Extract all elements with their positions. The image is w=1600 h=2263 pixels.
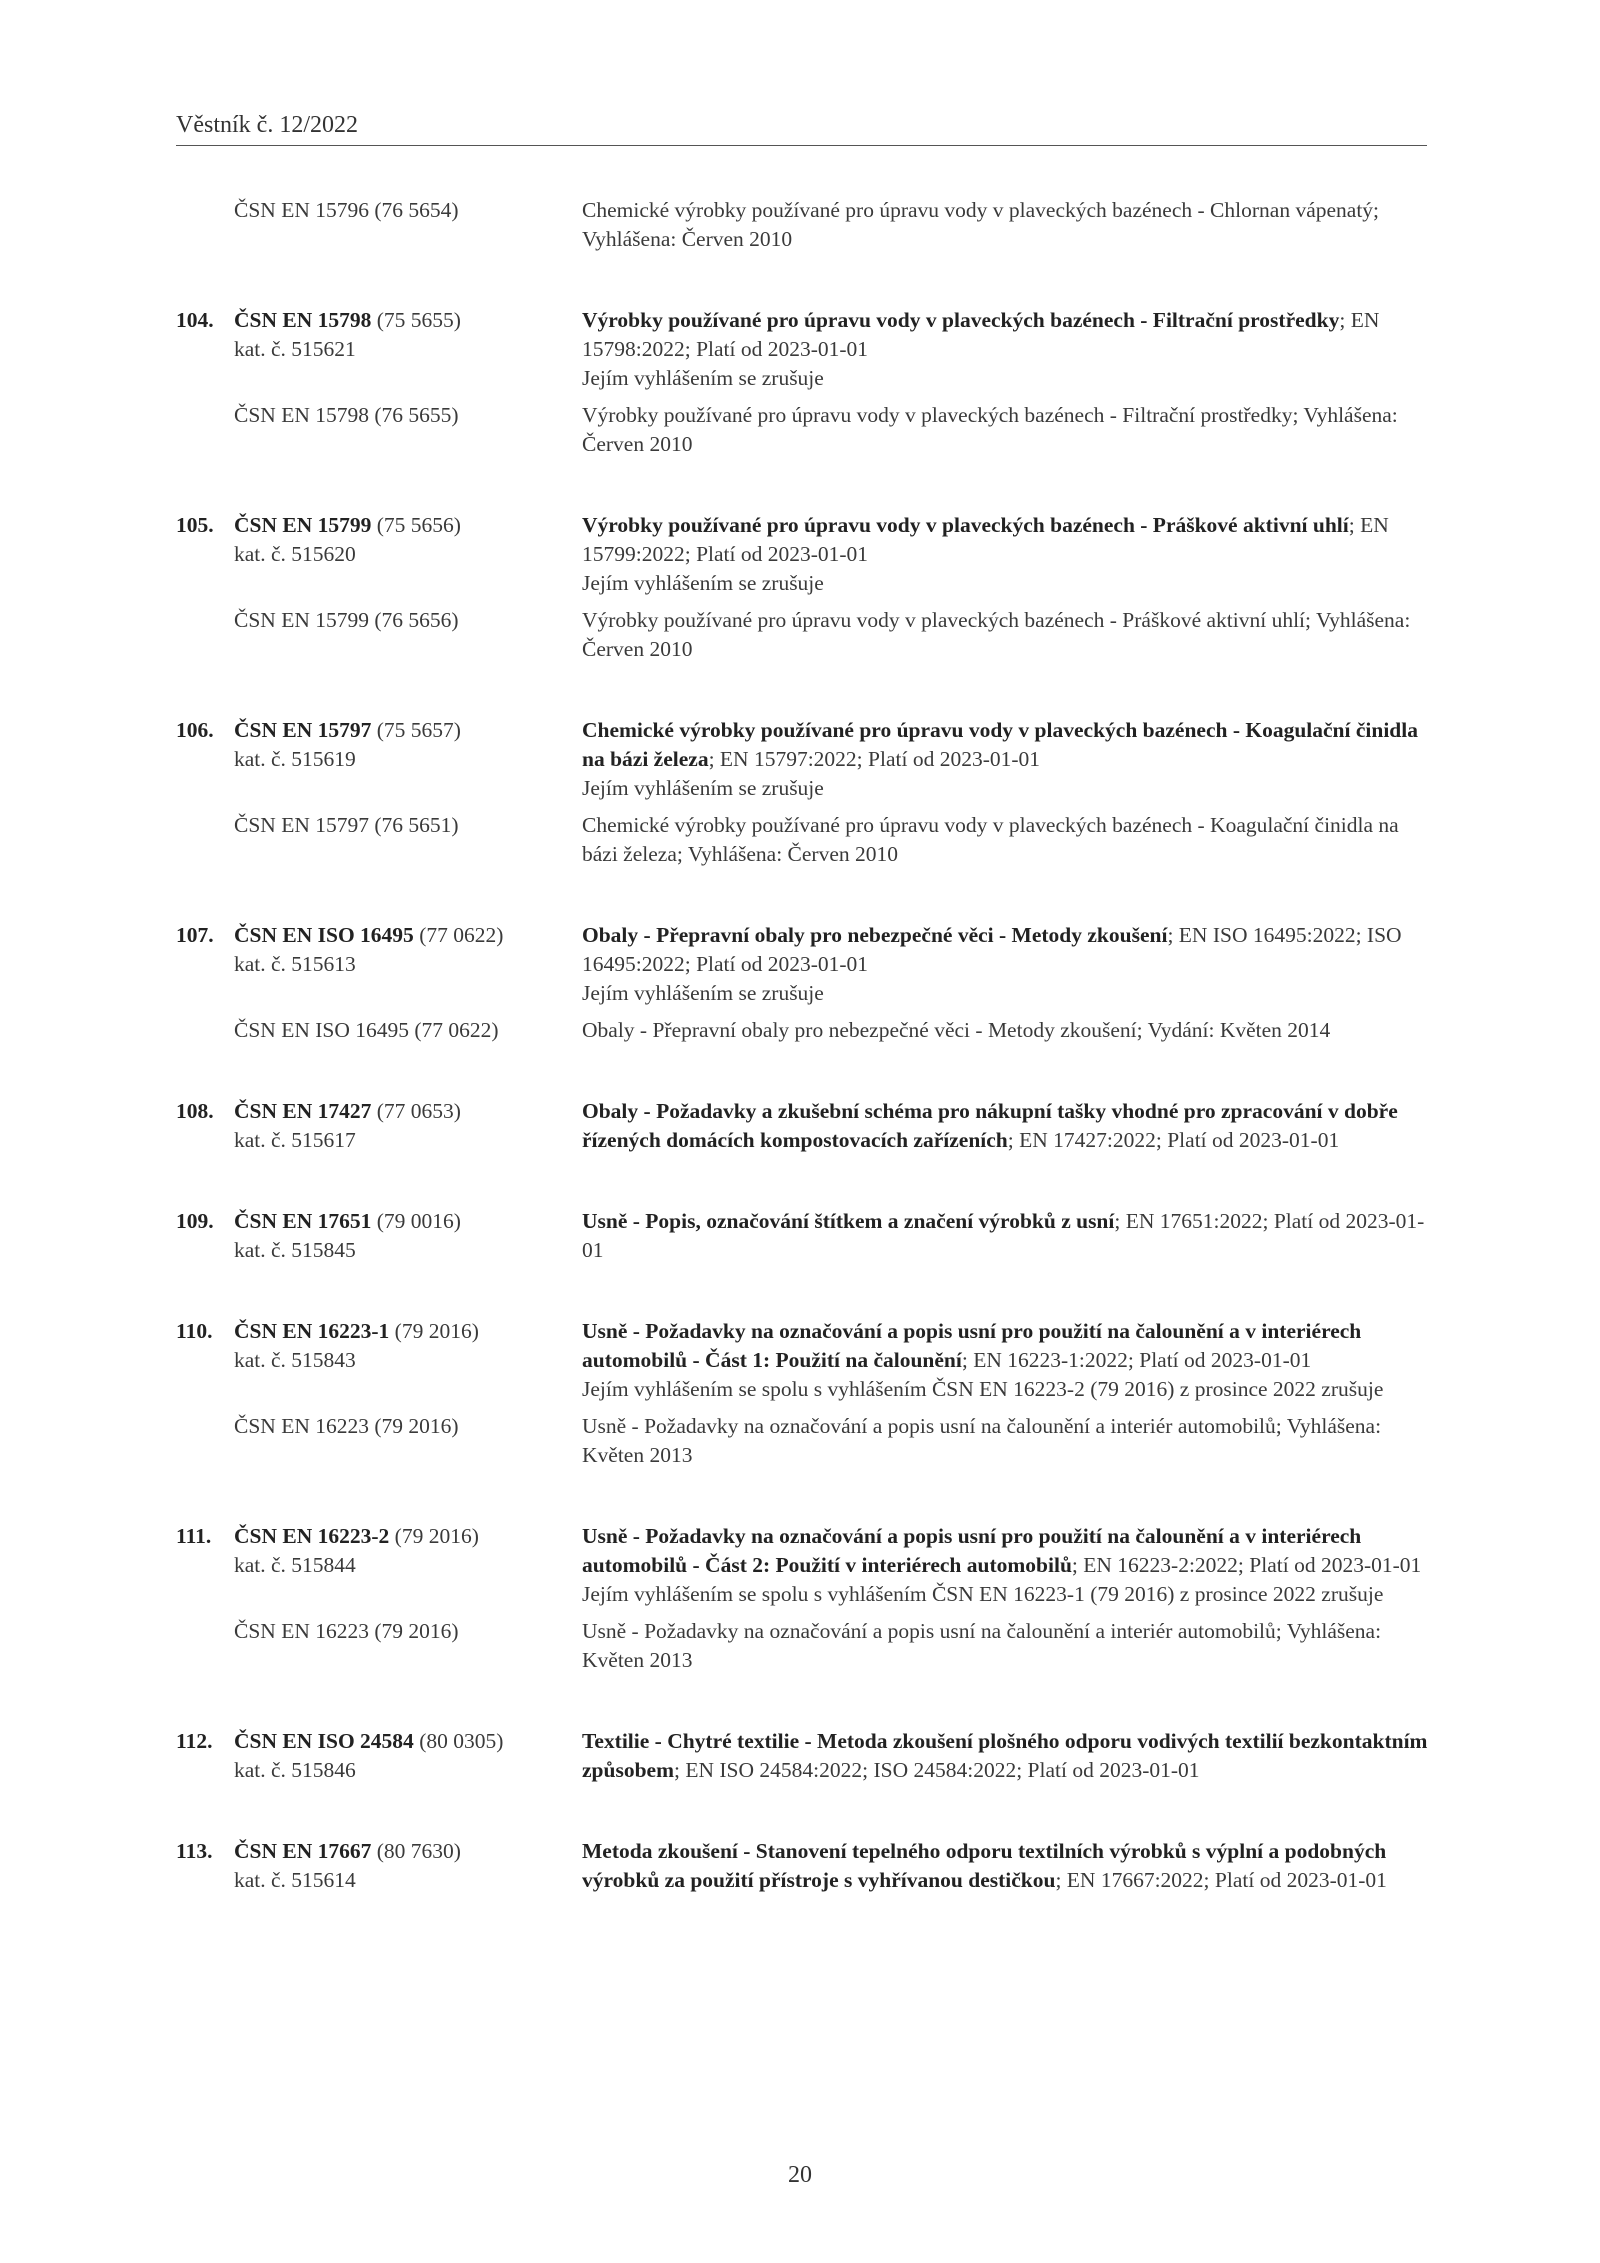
entry-number: 105. [176, 513, 214, 537]
entry-number: 109. [176, 1209, 214, 1233]
replacement-note: Jejím vyhlášením se zrušuje [582, 776, 824, 800]
standard-code: ČSN EN 15798 [234, 308, 372, 332]
list-item [176, 1097, 1436, 1155]
standard-title: Metoda zkoušení - Stanovení tepelného odporu textilních výrobků s výplní a podobných výrobků za použití přístroje s vyhřívanou destičkou [582, 1839, 1387, 1892]
classification-code: (75 5655) [376, 308, 461, 332]
replaced-standard-title: Chemické výrobky používané pro úpravu vody v plaveckých bazénech - Chlornan vápenatý; Vyhlášena: Červen 2010 [582, 198, 1380, 251]
catalog-number: kat. č. 515845 [234, 1238, 356, 1262]
replaced-standard-code: ČSN EN 15799 (76 5656) [234, 608, 459, 632]
entry-number: 111. [176, 1524, 212, 1548]
replaced-standard-code: ČSN EN 15797 (76 5651) [234, 813, 459, 837]
standard-info: ; EN 17667:2022; Platí od 2023-01-01 [1055, 1868, 1387, 1892]
standard-info: ; EN 15798:2022; Platí od 2023-01-01 [582, 308, 1380, 361]
standard-code: ČSN EN 17427 [234, 1099, 372, 1123]
classification-code: (79 0016) [376, 1209, 461, 1233]
standard-title: Usně - Požadavky na označování a popis usní pro použití na čalounění a v interiérech automobilů - Část 1: Použití na čalounění [582, 1319, 1362, 1372]
list-item [176, 1317, 1436, 1470]
standard-code: ČSN EN 16223-2 [234, 1524, 390, 1548]
catalog-number: kat. č. 515844 [234, 1553, 356, 1577]
list-item [176, 1727, 1436, 1785]
list-item [176, 1207, 1436, 1265]
standard-title: Usně - Popis, označování štítkem a značení výrobků z usní [582, 1209, 1115, 1233]
standard-info: ; EN 17427:2022; Platí od 2023-01-01 [1007, 1128, 1340, 1152]
replacement-note: Jejím vyhlášením se spolu s vyhlášením ČSN EN 16223-2 (79 2016) z prosince 2022 zrušuje [582, 1377, 1384, 1401]
standard-info: ; EN 17651:2022; Platí od 2023-01-01 [582, 1209, 1425, 1262]
standard-code: ČSN EN ISO 24584 [234, 1729, 414, 1753]
standard-code: ČSN EN 17667 [234, 1839, 372, 1863]
page-header-title: Věstník č. 12/2022 [176, 112, 358, 138]
standard-info: ; EN 16223-2:2022; Platí od 2023-01-01 [1071, 1553, 1422, 1577]
list-item [176, 196, 1436, 254]
replaced-standard-title: Chemické výrobky používané pro úpravu vody v plaveckých bazénech - Koagulační činidla na bázi železa; Vyhlášena: Červen 2010 [582, 813, 1399, 866]
list-item [176, 511, 1436, 664]
list-item [176, 921, 1436, 1045]
classification-code: (79 2016) [394, 1319, 479, 1343]
replaced-standard-code: ČSN EN 15798 (76 5655) [234, 403, 459, 427]
standard-info: ; EN 15799:2022; Platí od 2023-01-01 [582, 513, 1389, 566]
standard-title: Výrobky používané pro úpravu vody v plaveckých bazénech - Práškové aktivní uhlí [582, 513, 1349, 537]
replaced-standard-code: ČSN EN 16223 (79 2016) [234, 1619, 459, 1643]
replaced-standard-code: ČSN EN 16223 (79 2016) [234, 1414, 459, 1438]
standards-list [176, 196, 1436, 1947]
catalog-number: kat. č. 515613 [234, 952, 356, 976]
replacement-note: Jejím vyhlášením se zrušuje [582, 981, 824, 1005]
classification-code: (80 0305) [419, 1729, 504, 1753]
replaced-standard-title: Výrobky používané pro úpravu vody v plaveckých bazénech - Filtrační prostředky; Vyhlášena: Červen 2010 [582, 403, 1398, 456]
standard-title: Textilie - Chytré textilie - Metoda zkoušení plošného odporu vodivých textilií bezkontaktním způsobem [582, 1729, 1428, 1782]
standard-info: ; EN 16223-1:2022; Platí od 2023-01-01 [961, 1348, 1312, 1372]
page-number: 20 [788, 2162, 812, 2188]
standard-code: ČSN EN ISO 16495 [234, 923, 414, 947]
replacement-note: Jejím vyhlášením se zrušuje [582, 571, 824, 595]
replaced-standard-title: Usně - Požadavky na označování a popis usní na čalounění a interiér automobilů; Vyhlášena: Květen 2013 [582, 1619, 1382, 1672]
standard-title: Usně - Požadavky na označování a popis usní pro použití na čalounění a v interiérech automobilů - Část 2: Použití v interiérech automobilů [582, 1524, 1362, 1577]
classification-code: (75 5657) [376, 718, 461, 742]
entry-number: 108. [176, 1099, 214, 1123]
entry-number: 112. [176, 1729, 213, 1753]
replaced-standard-title: Obaly - Přepravní obaly pro nebezpečné věci - Metody zkoušení; Vydání: Květen 2014 [582, 1018, 1331, 1042]
replaced-standard-code: ČSN EN ISO 16495 (77 0622) [234, 1018, 499, 1042]
entry-number: 107. [176, 923, 214, 947]
catalog-number: kat. č. 515621 [234, 337, 356, 361]
classification-code: (75 5656) [376, 513, 461, 537]
replacement-note: Jejím vyhlášením se zrušuje [582, 366, 824, 390]
replaced-standard-title: Výrobky používané pro úpravu vody v plaveckých bazénech - Práškové aktivní uhlí; Vyhlášena: Červen 2010 [582, 608, 1411, 661]
replaced-standard-code: ČSN EN 15796 (76 5654) [234, 198, 459, 222]
standard-code: ČSN EN 15799 [234, 513, 372, 537]
catalog-number: kat. č. 515619 [234, 747, 356, 771]
standard-title: Obaly - Požadavky a zkušební schéma pro nákupní tašky vhodné pro zpracování v dobře řízených domácích kompostovacích zařízeních [582, 1099, 1398, 1152]
list-item [176, 1522, 1436, 1675]
standard-title: Výrobky používané pro úpravu vody v plaveckých bazénech - Filtrační prostředky [582, 308, 1340, 332]
list-item [176, 306, 1436, 459]
classification-code: (77 0622) [419, 923, 504, 947]
header-rule [176, 145, 1427, 146]
catalog-number: kat. č. 515617 [234, 1128, 356, 1152]
standard-code: ČSN EN 17651 [234, 1209, 372, 1233]
replacement-note: Jejím vyhlášením se spolu s vyhlášením ČSN EN 16223-1 (79 2016) z prosince 2022 zrušuje [582, 1582, 1384, 1606]
entry-number: 113. [176, 1839, 213, 1863]
standard-title: Obaly - Přepravní obaly pro nebezpečné věci - Metody zkoušení [582, 923, 1168, 947]
standard-info: ; EN ISO 24584:2022; ISO 24584:2022; Platí od 2023-01-01 [673, 1758, 1200, 1782]
standard-code: ČSN EN 15797 [234, 718, 372, 742]
classification-code: (77 0653) [376, 1099, 461, 1123]
list-item [176, 716, 1436, 869]
list-item [176, 1837, 1436, 1895]
replaced-standard-title: Usně - Požadavky na označování a popis usní na čalounění a interiér automobilů; Vyhlášena: Květen 2013 [582, 1414, 1382, 1467]
entry-number: 104. [176, 308, 214, 332]
standard-info: ; EN 15797:2022; Platí od 2023-01-01 [708, 747, 1041, 771]
entry-number: 106. [176, 718, 214, 742]
entry-number: 110. [176, 1319, 213, 1343]
standard-info: ; EN ISO 16495:2022; ISO 16495:2022; Platí od 2023-01-01 [582, 923, 1402, 976]
catalog-number: kat. č. 515843 [234, 1348, 356, 1372]
standard-title: Chemické výrobky používané pro úpravu vody v plaveckých bazénech - Koagulační činidla na bázi železa [582, 718, 1418, 771]
catalog-number: kat. č. 515614 [234, 1868, 356, 1892]
classification-code: (80 7630) [376, 1839, 461, 1863]
classification-code: (79 2016) [394, 1524, 479, 1548]
catalog-number: kat. č. 515846 [234, 1758, 356, 1782]
catalog-number: kat. č. 515620 [234, 542, 356, 566]
standard-code: ČSN EN 16223-1 [234, 1319, 390, 1343]
